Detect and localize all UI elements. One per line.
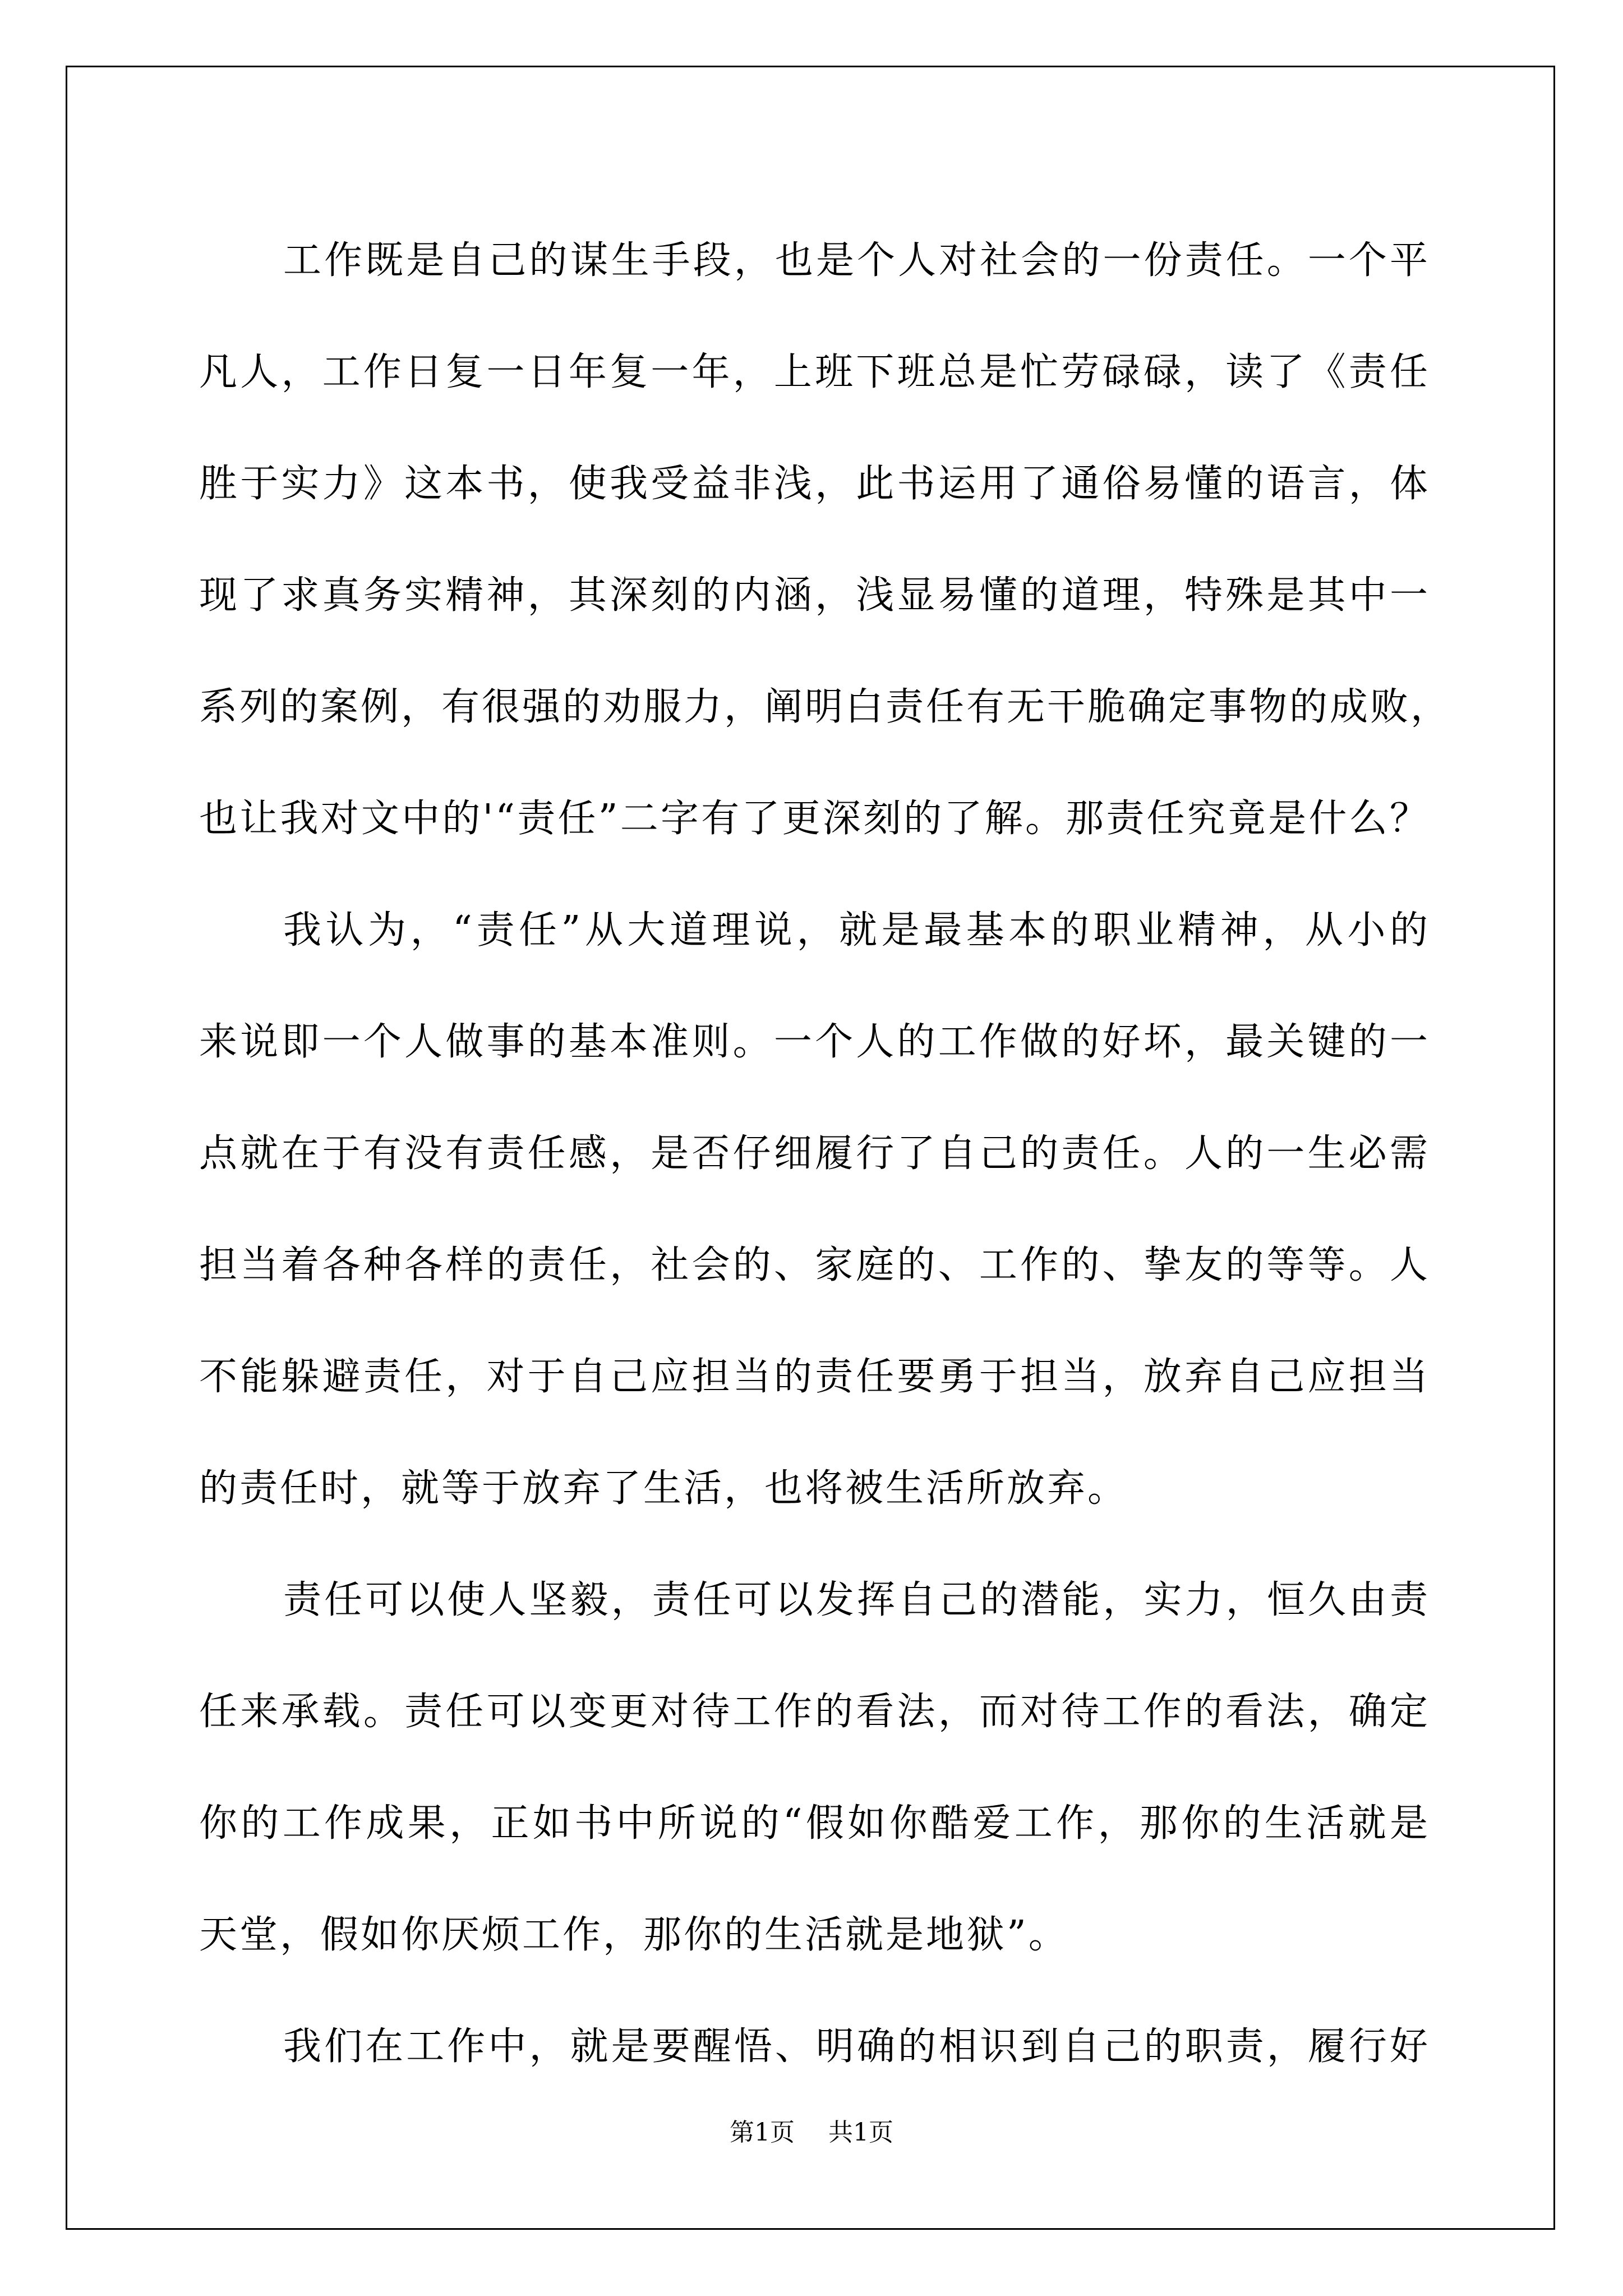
text-line: 也让我对文中的'“责任”二字有了更深刻的了解。那责任究竟是什么？ [199,797,1430,841]
text-line: 不能躲避责任，对于自己应担当的责任要勇于担当，放弃自己应担当 [199,1355,1430,1399]
paragraph-2 [199,875,1430,1544]
text-line: 天堂，假如你厌烦工作，那你的生活就是地狱”。 [199,1913,1069,1957]
text-line: 点就在于有没有责任感，是否仔细履行了自己的责任。人的一生必需 [199,1131,1430,1176]
text-line: 你的工作成果，正如书中所说的“假如你酷爱工作，那你的生活就是 [199,1801,1430,1846]
paragraph-3 [199,1544,1430,1991]
page-number: 第1页 [730,2118,795,2147]
text-line: 来说即一个人做事的基本准则。一个人的工作做的好坏，最关键的一 [199,1020,1430,1064]
text-line: 工作既是自己的谋生手段，也是个人对社会的一份责任。一个平 [283,238,1430,283]
page-total: 共1页 [828,2118,893,2147]
document-body [199,205,1451,2102]
text-line: 凡人，工作日复一日年复一年，上班下班总是忙劳碌碌，读了《责任 [199,350,1430,394]
text-line: 胜于实力》这本书，使我受益非浅，此书运用了通俗易懂的语言，体 [199,462,1430,506]
text-line: 责任可以使人坚毅，责任可以发挥自己的潜能，实力，恒久由责 [283,1578,1430,1622]
text-line: 我认为，“责任”从大道理说，就是最基本的职业精神，从小的 [283,908,1430,953]
text-line: 担当着各种各样的责任，社会的、家庭的、工作的、挚友的等等。人 [199,1243,1430,1287]
text-line: 系列的案例，有很强的劝服力，阐明白责任有无干脆确定事物的成败， [199,685,1451,729]
text-line: 的责任时，就等于放弃了生活，也将被生活所放弃。 [199,1466,1128,1511]
paragraph-1 [199,205,1451,875]
page-footer [0,2112,1623,2148]
text-line: 我们在工作中，就是要醒悟、明确的相识到自己的职责，履行好 [283,2024,1430,2069]
text-line: 现了求真务实精神，其深刻的内涵，浅显易懂的道理，特殊是其中一 [199,573,1430,618]
text-line: 任来承载。责任可以变更对待工作的看法，而对待工作的看法，确定 [199,1690,1430,1734]
paragraph-4 [199,1991,1430,2102]
